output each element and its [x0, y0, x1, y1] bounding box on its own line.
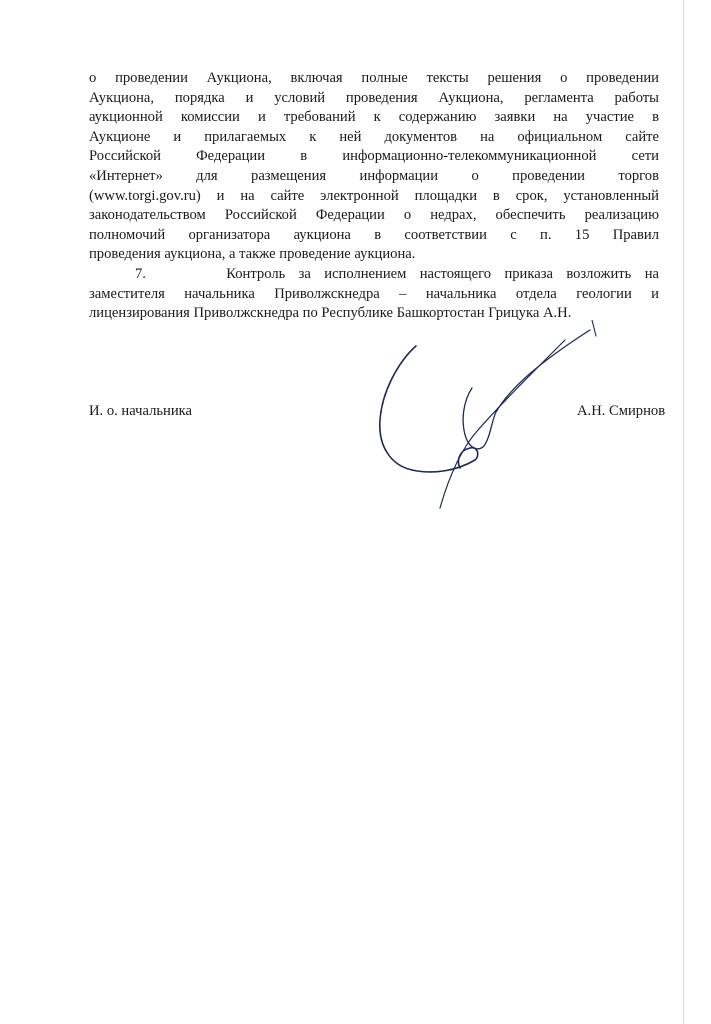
handwritten-signature — [360, 320, 600, 510]
document-body — [89, 69, 659, 324]
body-line: полномочий организатора аукциона в соответствии с п. 15 Правил — [89, 226, 659, 243]
signatory-name: А.Н. Смирнов — [577, 403, 666, 419]
signature-loop-stroke — [380, 346, 478, 472]
body-line: (www.torgi.gov.ru) и на сайте электронной площадки в срок, установленный — [89, 187, 659, 204]
page-edge-line — [683, 0, 684, 1024]
signature-long-stroke — [440, 340, 565, 508]
item-7-line: лицензирования Приволжскнедра по Республике Башкортостан Грицука А.Н. — [89, 305, 572, 322]
body-line: о проведении Аукциона, включая полные тексты решения о проведении — [89, 70, 659, 86]
body-line: Аукциона, порядка и условий проведения Аукциона, регламента работы — [89, 89, 659, 106]
signature-tick-stroke — [592, 320, 596, 336]
body-line: Аукционе и прилагаемых к ней документов на официальном сайте — [89, 128, 659, 145]
body-line: Российской Федерации в информационно-телекоммуникационной сети — [89, 148, 659, 165]
signature-curve-stroke — [463, 330, 590, 449]
body-line: «Интернет» для размещения информации о проведении торгов — [89, 167, 659, 184]
item-text: Контроль за исполнением настоящего приказа возложить на — [226, 265, 659, 282]
body-line: законодательством Российской Федерации о недрах, обеспечить реализацию — [89, 207, 659, 224]
item-number: 7. — [135, 265, 146, 282]
signatory-title: И. о. начальника — [89, 403, 192, 419]
item-7-line: заместителя начальника Приволжскнедра – начальника отдела геологии и — [89, 285, 659, 302]
body-line: проведения аукциона, а также проведение аукциона. — [89, 246, 416, 263]
item-7-first-line — [89, 265, 659, 285]
body-line: аукционной комиссии и требований к содержанию заявки на участие в — [89, 109, 659, 126]
